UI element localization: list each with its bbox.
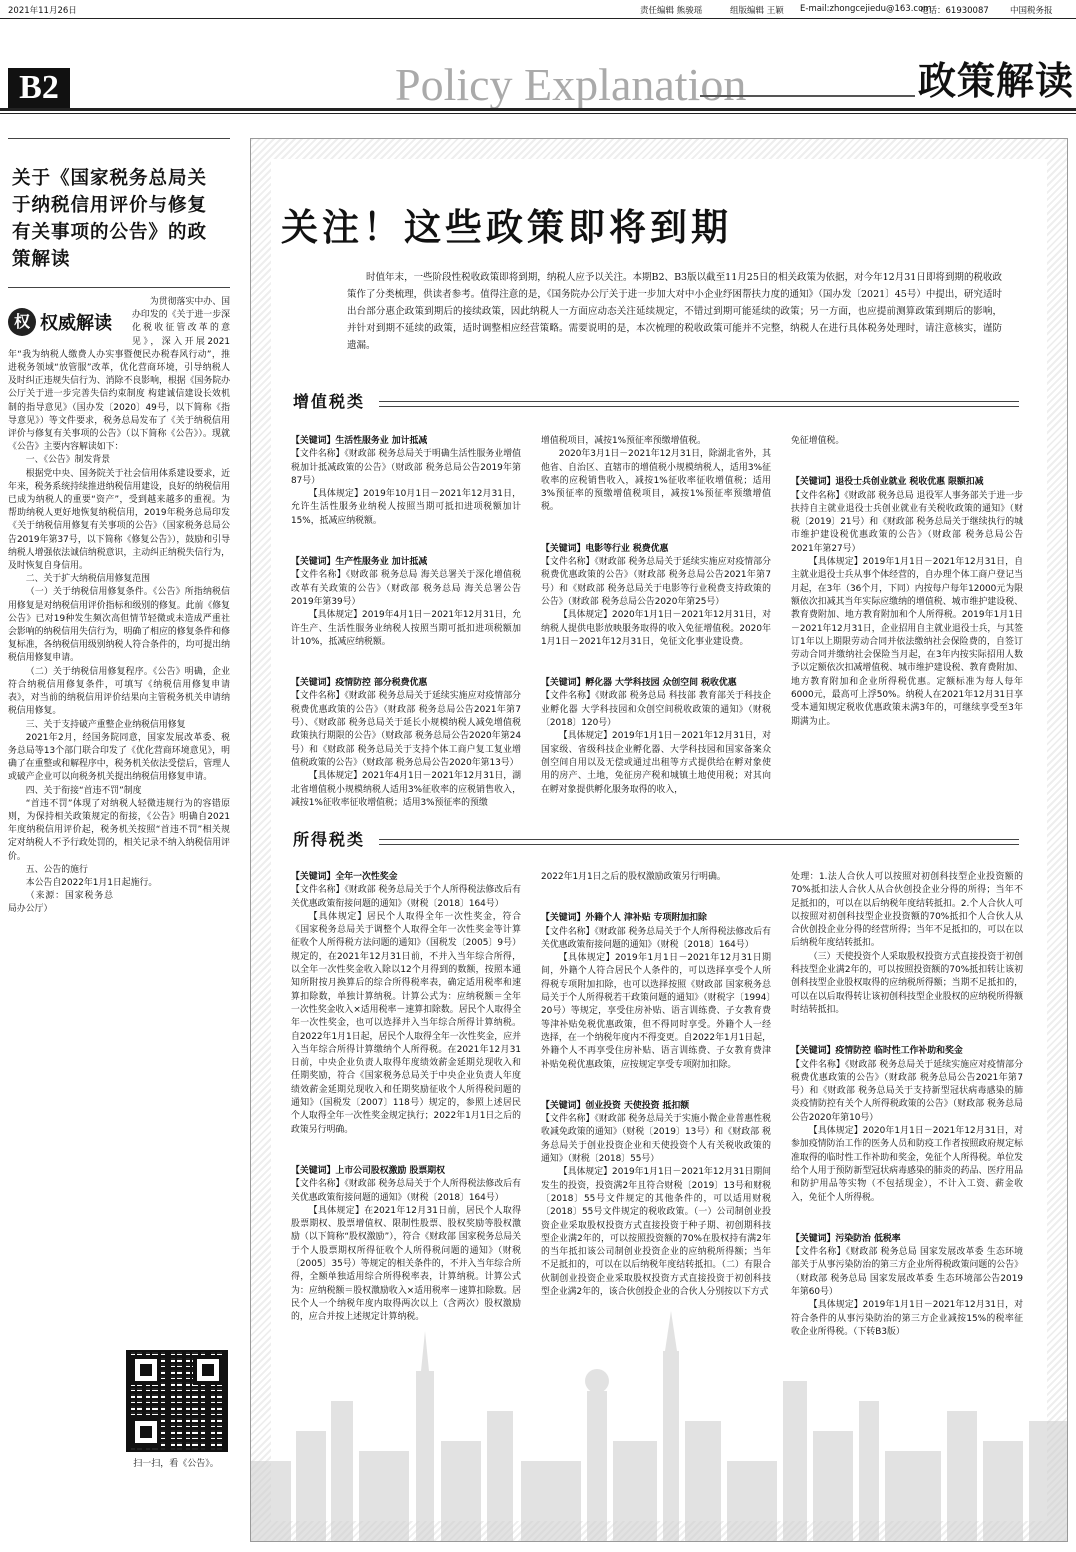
policy-item: 【关键词】疫情防控 部分税费优惠 【文件名称】《财政部 税务总局关于延续实施应对疫情部分税费优惠政策的公告》（财政部 税务总局公告2021年第7号）、《财政部 税务总局关于延长小规模纳税人减免增值税政策执行期限的公告》（财政部 税务总局公告2020年第24号）和《财政部 税务总局关于支持个体工商户复工复业增值税政策的公告》（财政部 税务总局公告2020年第13号） 【具体规定】2021年4月1日－2021年12月31日，湖北省增值税小规模纳税人适用3%征收率的应税销售收入，减按1%征收率征收增值税；适用3%预征率的预缴	[291, 678, 521, 808]
section-rule	[379, 839, 1019, 845]
editor-credit: 责任编辑 熊骏瑶	[640, 6, 703, 16]
policy-item: 【关键词】外籍个人 津补贴 专项附加扣除 【文件名称】《财政部 税务总局关于个人所得税法修改后有关优惠政策衔接问题的通知》（财税〔2018〕164号） 【具体规定】2019年1月1日－2021年12月31日期间，外籍个人符合居民个人条件的，可以选择享受个人所得税专项附加扣除，也可以选择按照《财政部 国家税务总局关于个人所得税若干政策问题的通知》（财税字〔1994〕20号）等规定，享受住房补贴、语言训练费、子女教育费等津补贴免税优惠政策，但不得同时享受。外籍个人一经选择，在一个纳税年度内不得变更。自2022年1月1日起，外籍个人不再享受住房补贴、语言训练费、子女教育费津补贴免税优惠政策，应按规定享受专项附加扣除。	[541, 913, 771, 1070]
policy-item: 【关键词】疫情防控 临时性工作补助和奖金 【文件名称】《财政部 税务总局关于延续实施应对疫情部分税费优惠政策的公告》（财政部 税务总局公告2021年第7号）和《财政部 税务总局关于支持新型冠状病毒感染的肺炎疫情防控有关个人所得税政策的公告》（财政部 税务总局公告2020年第10号） 【具体规定】2020年1月1日－2021年12月31日，对参加疫情防治工作的医务人员和防疫工作者按照政府规定标准取得的临时性工作补助和奖金，免征个人所得税。单位发给个人用于预防新型冠状病毒感染的肺炎的药品、医疗用品和防护用品等实物（不包括现金），不计入工资、薪金收入，免征个人所得税。	[791, 1046, 1023, 1203]
iit-column-1	[291, 871, 521, 1353]
badge-label: 权威解读	[40, 313, 112, 334]
issue-date: 2021年11月26日	[8, 6, 77, 16]
left-paragraph: 根据党中央、国务院关于社会信用体系建设要求，近年来，税务系统持续推进纳税信用建设，良好的纳税信用已成为纳税人的重要“资产”，受到越来越多的重视。为帮助纳税人更好地恢复纳税信用，2019年税务总局印发《关于纳税信用修复有关事项的公告》（国家税务总局公告2019年第37号，以下简称《修复公告》），鼓励和引导纳税人增强依法诚信纳税意识，主动纠正纳税失信行为，及时恢复自身信用。	[8, 468, 230, 572]
policy-item: 2022年1月1日之后的股权激励政策另行明确。	[541, 872, 726, 882]
vat-column-2	[541, 435, 771, 825]
page-header	[0, 0, 1076, 19]
paper-name: 中国税务报	[1010, 6, 1053, 16]
policy-item: 【关键词】生产性服务业 加计抵减 【文件名称】《财政部 税务总局 海关总署关于深化增值税改革有关政策的公告》（财政部 税务总局 海关总署公告2019年第39号） 【具体规定】2019年4月1日－2021年12月31日，允许生产、生活性服务业纳税人按照当期可抵扣进项税额加计10%，抵减应纳税额。	[291, 557, 521, 647]
banner-rule-thin	[0, 113, 1076, 114]
left-paragraph: 五、公告的施行	[25, 864, 88, 875]
left-paragraph: 一、《公告》制发背景	[25, 455, 111, 466]
section-english: Policy Explanation	[395, 59, 747, 110]
banner-line	[700, 95, 915, 97]
left-paragraph: 2021年2月，经国务院同意，国家发展改革委、税务总局等13个部门联合印发了《优化营商环境意见》，明确了在重整或和解程序中，税务机关依法受偿后，管理人或破产企业可以向税务机关提出纳税信用修复申请。	[8, 732, 230, 783]
section-heading-iit: 所得税类	[293, 830, 366, 849]
main-feature	[250, 138, 1068, 1542]
left-paragraph: （一）关于纳税信用修复条件。《公告》所指纳税信用修复是对纳税信用评价指标和级别的修复。此前《修复公告》已对19种发生频次高但情节轻微或未造成严重社会影响的纳税信用失信行为，明确了相应的修复条件和修复标准，各纳税信用级别纳税人符合条件的，均可提出纳税信用修复申请。	[8, 587, 230, 664]
left-paragraph: （来源：国家税务总局办公厅）	[8, 891, 113, 915]
policy-item: 处理：1.法人合伙人可以按照对初创科技型企业投资额的70%抵扣法人合伙人从合伙创投企业分得的所得；当年不足抵扣的，可以在以后纳税年度结转抵扣。2.个人合伙人可以按照对初创科技型企业投资额的70%抵扣个人合伙人从合伙创投企业分得的经营所得；当年不足抵扣的，可以在以后纳税年度结转抵扣。 （三）天使投资个人采取股权投资方式直接投资于初创科技型企业满2年的，可以按照投资额的70%抵扣转让该初创科技型企业股权取得的应纳税所得额；当期不足抵扣的，可以在以后取得转让该初创科技型企业股权的应纳税所得额时结转抵扣。	[791, 872, 1023, 1015]
iit-column-3	[791, 871, 1023, 1367]
left-article-title: 关于《国家税务总局关于纳税信用评价与修复有关事项的公告》的政策解读	[12, 168, 208, 270]
policy-item: 免征增值税。	[791, 436, 845, 446]
qr-block	[126, 1350, 226, 1469]
left-paragraph: 四、关于衔接“首违不罚”制度	[25, 785, 142, 796]
feature-headline: 关注！这些政策即将到期	[281, 205, 732, 249]
qr-code[interactable]	[126, 1350, 228, 1452]
phone-contact: 电话：61930087	[920, 6, 989, 16]
page-number: B2	[8, 68, 70, 108]
policy-item: 【关键词】创业投资 天使投资 抵扣额 【文件名称】《财政部 税务总局关于实施小微企业普惠性税收减免政策的通知》（财税〔2019〕13号）和《财政部 税务总局关于创业投资企业和天使投资个人有关税收政策的通知》（财税〔2018〕55号） 【具体规定】2019年1月1日－2021年12月31日期间发生的投资，投资满2年且符合财税〔2019〕13号和财税〔2018〕55号文件规定的其他条件的，可以适用财税〔2018〕55号文件规定的税收政策。（一）公司制创业投资企业采取股权投资方式直接投资于种子期、初创期科技型企业满2年的，可以按照投资额的70%在股权持有满2年的当年抵扣该公司制创业投资企业的应纳税所得额；当年不足抵扣的，可以在以后纳税年度结转抵扣。（二）有限合伙制创业投资企业采取股权投资方式直接投资于初创科技型企业满2年的，该合伙创投企业的合伙人分别按以下方式	[541, 1100, 771, 1298]
policy-item: 增值税项目，减按1%预征率预缴增值税。 2020年3月1日－2021年12月31日，除湖北省外，其他省、自治区、直辖市的增值税小规模纳税人，适用3%征收率的应税销售收入，减按1%征收率征收增值税；适用3%预征率的预缴增值税项目，减按1%预征率预缴增值税。	[541, 436, 771, 513]
vat-column-3	[791, 435, 1023, 757]
left-paragraph: 二、关于扩大纳税信用修复范围	[25, 574, 151, 585]
section-title: 政策解读	[918, 58, 1075, 103]
designer-credit: 组版编辑 王颖	[730, 6, 784, 16]
authority-badge	[8, 298, 126, 346]
left-top-rule	[8, 138, 230, 139]
policy-item: 【关键词】退役士兵创业就业 税收优惠 限额扣减 【文件名称】《财政部 税务总局 退役军人事务部关于进一步扶持自主就业退役士兵创业就业有关税收政策的通知》（财税〔2019〕21号）和《财政部 税务总局关于继续执行的城市维护建设税优惠政策的公告》（财政部 税务总局公告2021年第27号） 【具体规定】2019年1月1日－2021年12月31日，自主就业退役士兵从事个体经营的，自办理个体工商户登记当月起，在3年（36个月，下同）内按每户每年12000元为限额依次扣减其当年实际应缴纳的增值税、城市维护建设税、教育费附加、地方教育附加和个人所得税。2019年1月1日－2021年12月31日，企业招用自主就业退役士兵，与其签订1年以上期限劳动合同并依法缴纳社会保险费的，自签订劳动合同并缴纳社会保险当月起，在3年内按实际招用人数予以定额依次扣减增值税、城市维护建设税、教育费附加、地方教育附加和企业所得税优惠。定额标准为每人每年6000元，最高可上浮50%。纳税人在2021年12月31日享受本通知规定税收优惠政策未满3年的，可继续享受至3年期满为止。	[791, 477, 1023, 727]
seal-icon: 权	[8, 308, 36, 336]
vat-column-1	[291, 435, 521, 838]
policy-item: 【关键词】上市公司股权激励 股票期权 【文件名称】《财政部 税务总局关于个人所得税法修改后有关优惠政策衔接问题的通知》（财税〔2018〕164号） 【具体规定】在2021年12月31日前，居民个人取得股票期权、股票增值权、限制性股票、股权奖励等股权激励（以下简称“股权激励”），符合《财政部 国家税务总局关于个人股票期权所得征收个人所得税问题的通知》（财税〔2005〕35号）等规定的相关条件的，不并入当年综合所得，全额单独适用综合所得税率表，计算纳税。计算公式为：应纳税额＝股权激励收入×适用税率－速算扣除数。居民个人一个纳税年度内取得两次以上（含两次）股权激励的，应合并按上述规定计算纳税。	[291, 1165, 521, 1323]
left-paragraph: “首违不罚”体现了对纳税人轻微违规行为的容错原则，为保持相关政策规定的衔接，《公告》明确自2021年度纳税信用评价起，税务机关按照“首违不罚”相关规定对纳税人不予行政处罚的，相关记录不纳入纳税信用评价。	[8, 798, 230, 862]
page-banner	[0, 20, 1076, 112]
left-paragraph: （二）关于纳税信用修复程序。《公告》明确，企业符合纳税信用修复条件，可填写《纳税信用修复申请表》，对当前的纳税信用评价结果向主管税务机关申请纳税信用修复。	[8, 666, 230, 717]
section-heading-vat: 增值税类	[293, 392, 366, 411]
left-paragraph: 本公告自2022年1月1日起施行。	[25, 877, 158, 888]
left-article-body	[8, 296, 230, 917]
qr-caption: 扫一扫，看《公告》。	[133, 1459, 219, 1469]
email-contact: E-mail:zhongcejiedu@163.com	[800, 4, 932, 14]
iit-column-2	[541, 871, 771, 1327]
left-article	[8, 120, 230, 1540]
policy-item: 【关键词】孵化器 大学科技园 众创空间 税收优惠 【文件名称】《财政部 税务总局 科技部 教育部关于科技企业孵化器 大学科技园和众创空间税收政策的通知》（财税〔2018〕120号） 【具体规定】2019年1月1日－2021年12月31日，对国家级、省级科技企业孵化器、大学科技园和国家备案众创空间自用以及无偿或通过出租等方式提供给在孵对象使用的房产、土地，免征房产税和城镇土地使用税；对其向在孵对象提供孵化服务取得的收入，	[541, 678, 771, 795]
banner-rule	[0, 108, 1076, 111]
section-rule	[379, 401, 1019, 407]
policy-item: 【关键词】生活性服务业 加计抵减 【文件名称】《财政部 税务总局关于明确生活性服务业增值税加计抵减政策的公告》（财政部 税务总局公告2019年第87号） 【具体规定】2019年10月1日－2021年12月31日，允许生活性服务业纳税人按照当期可抵扣进项税额加计15%，抵减应纳税额。	[291, 436, 521, 526]
policy-item: 【关键词】污染防治 低税率 【文件名称】《财政部 税务总局 国家发展改革委 生态环境部关于从事污染防治的第三方企业所得税政策问题的公告》（财政部 税务总局 国家发展改革委 生态环境部公告2019年第60号） 【具体规定】2019年1月1日－2021年12月31日，对符合条件的从事污染防治的第三方企业减按15%的税率征收企业所得税。（下转B3版）	[791, 1233, 1023, 1337]
policy-item: 【关键词】全年一次性奖金 【文件名称】《财政部 税务总局关于个人所得税法修改后有关优惠政策衔接问题的通知》（财税〔2018〕164号） 【具体规定】居民个人取得全年一次性奖金，符合《国家税务总局关于调整个人取得全年一次性奖金等计算征收个人所得税方法问题的通知》（国税发〔2005〕9号）规定的，在2021年12月31日前，不并入当年综合所得，以全年一次性奖金收入除以12个月得到的数额，按照本通知所附按月换算后的综合所得税率表，确定适用税率和速算扣除数，单独计算纳税。计算公式为：应纳税额＝全年一次性奖金收入×适用税率－速算扣除数。居民个人取得全年一次性奖金，也可以选择并入当年综合所得计算纳税。自2022年1月1日起，居民个人取得全年一次性奖金，应并入当年综合所得计算缴纳个人所得税。在2021年12月31日前，中央企业负责人取得年度绩效薪金延期兑现收入和任期奖励，符合《国家税务总局关于中央企业负责人年度绩效薪金延期兑现收入和任期奖励征收个人所得税问题的通知》（国税发〔2007〕118号）规定的，参照上述居民个人取得全年一次性奖金规定执行；2022年1月1日之后的政策另行明确。	[291, 872, 521, 1135]
policy-item: 【关键词】电影等行业 税费优惠 【文件名称】《财政部 税务总局关于延续实施应对疫情部分税费优惠政策的公告》（财政部 税务总局公告2021年第7号）和《财政部 税务总局关于电影等行业税费支持政策的公告》（财政部 税务总局公告2020年第25号） 【具体规定】2020年1月1日－2021年12月31日，对纳税人提供电影放映服务取得的收入免征增值税。2020年1月1日－2021年12月31日，免征文化事业建设费。	[541, 543, 771, 647]
left-title-rule	[8, 287, 230, 288]
left-paragraph: 为贯彻落实中办、国办印发的《关于进一步深化税收征管改革的意见》，深入开展2021年“我为纳税人缴费人办实事暨便民办税春风行动”，推进税务领域“放管服”改革，优化营商环境，引导纳税人及时纠正违规失信行为、消除不良影响，根据《国务院办公厅关于进一步完善失信约束制度 构建诚信建设长效机制的指导意见》（国办发〔2020〕49号，以下简称《指导意见》）等文件要求，税务总局发布了《关于纳税信用评价与修复有关事项的公告》（以下简称《公告》）。现就《公告》主要内容解读如下：	[8, 297, 230, 453]
left-paragraph: 三、关于支持破产重整企业纳税信用修复	[25, 719, 186, 730]
feature-intro: 时值年末，一些阶段性税收政策即将到期，纳税人应予以关注。本期B2、B3版以截至11月25日的相关政策为依据，对今年12月31日即将到期的税收政策作了分类梳理，供读者参考。值得注意的是，《国务院办公厅关于进一步加大对中小企业纾困帮扶力度的通知》（国办发〔2021〕45号）中提出，研究适时出台部分惠企政策到期后的接续政策，因此纳税人一方面应动态关注延续规定，不错过到期可能延续的政策；另一方面，也应提前测算政策到期后的影响，并针对到期不延续的政策，适时调整相应经营策略。需要说明的是，本次梳理的税收政策可能并不完整，纳税人在进行具体税务处理时，请注意核实，谨防遗漏。	[347, 272, 1002, 351]
